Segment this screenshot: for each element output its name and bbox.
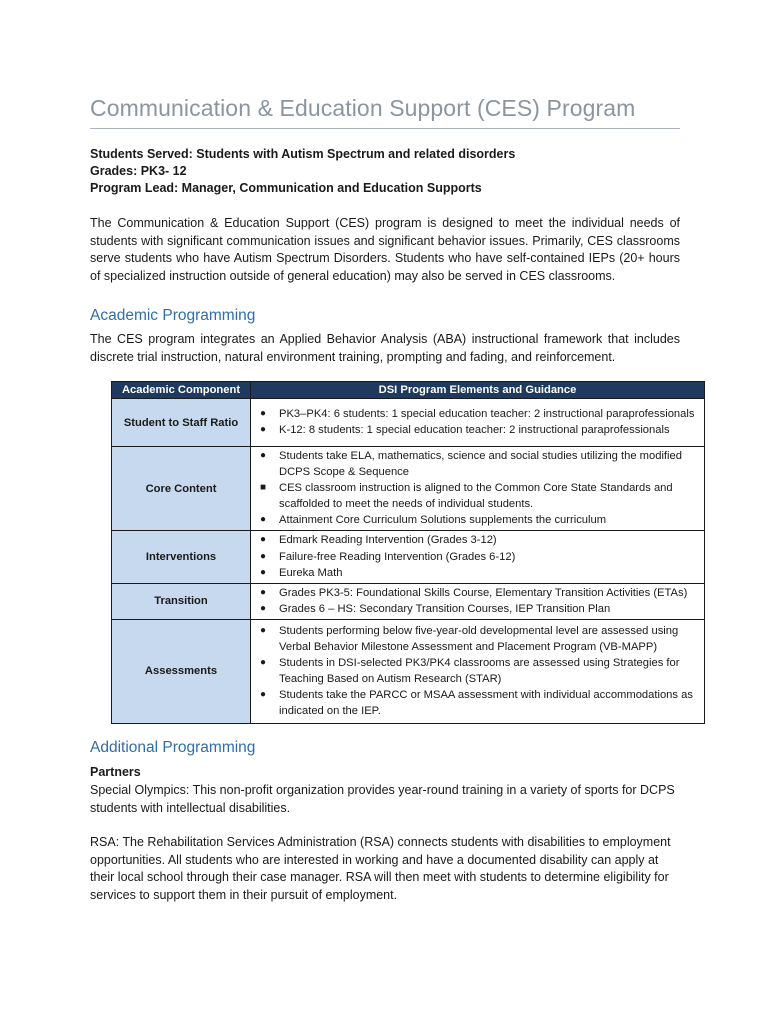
bullet-icon: ● <box>259 689 267 701</box>
list-item: ● Attainment Core Curriculum Solutions supplements the curriculum <box>257 512 700 528</box>
aba-paragraph: The CES program integrates an Applied Behavior Analysis (ABA) instructional framework that includes discrete trial instruction, natural environment training, prompting and fading, and reinforcement. <box>90 332 680 364</box>
bullet-icon: ● <box>259 514 267 526</box>
program-elements-table <box>111 381 705 724</box>
table-row <box>112 399 705 447</box>
list-item: ● PK3–PK4: 6 students: 1 special education teacher: 2 instructional paraprofessionals <box>257 406 700 422</box>
partners-label: Partners <box>90 765 141 779</box>
component-cell: Transition <box>112 583 251 619</box>
bullet-icon: ● <box>259 586 267 598</box>
grades: Grades: PK3- 12 <box>90 164 187 178</box>
list-item: ● Students take the PARCC or MSAA assessment with individual accommodations as indicated on the IEP. <box>257 687 700 719</box>
bullet-icon: ● <box>259 656 267 668</box>
rsa-paragraph: RSA: The Rehabilitation Services Administration (RSA) connects students with disabilities to employment opportunities. All students who are interested in working and have a documented disability can apply at their local school through their case manager. RSA will then meet with students to determine eligibility for services to support them in their pursuit of employment. <box>90 835 671 902</box>
page-title: Communication & Education Support (CES) Program <box>90 94 680 129</box>
intro-paragraph: The Communication & Education Support (CES) program is designed to meet the individual needs of students with significant communication issues and significant behavior issues. Primarily, CES classrooms serve students who have Autism Spectrum Disorders. Students who have self-contained IEPs (20+ hours of specialized instruction outside of general education) may also be served in CES classrooms. <box>90 216 680 283</box>
list-item: ■ CES classroom instruction is aligned to the Common Core State Standards and scaffolded to meet the needs of individual students. <box>257 480 700 512</box>
bullet-icon: ● <box>259 534 267 546</box>
bullet-icon: ● <box>259 550 267 562</box>
component-cell: Student to Staff Ratio <box>112 399 251 447</box>
list-item: ● Students in DSI-selected PK3/PK4 classrooms are assessed using Strategies for Teaching Based on Autism Research (STAR) <box>257 655 700 687</box>
list-item: ● Failure-free Reading Intervention (Grades 6-12) <box>257 549 700 565</box>
bullet-icon: ● <box>259 450 267 461</box>
header-dsi-elements: DSI Program Elements and Guidance <box>251 382 705 399</box>
list-item: ● Eureka Math <box>257 565 700 581</box>
square-bullet-icon: ■ <box>259 482 267 494</box>
list-item: ● K-12: 8 students: 1 special education teacher: 2 instructional paraprofessionals <box>257 422 700 438</box>
academic-programming-heading: Academic Programming <box>90 307 256 324</box>
program-meta <box>90 146 515 197</box>
special-olympics-paragraph: Special Olympics: This non-profit organization provides year-round training in a variety of sports for DCPS students with intellectual disabilities. <box>90 783 675 815</box>
guidance-cell <box>251 619 705 723</box>
bullet-icon: ● <box>259 407 267 419</box>
component-cell: Interventions <box>112 531 251 583</box>
table-row <box>112 531 705 583</box>
bullet-icon: ● <box>259 424 267 435</box>
list-item: ● Students performing below five-year-old developmental level are assessed using Verbal Behavior Milestone Assessment and Placement Program (VB-MAPP) <box>257 623 700 655</box>
list-item: ● Students take ELA, mathematics, science and social studies utilizing the modified DCPS Scope & Sequence <box>257 448 700 480</box>
list-item: ● Grades 6 – HS: Secondary Transition Courses, IEP Transition Plan <box>257 601 700 617</box>
guidance-cell <box>251 531 705 583</box>
bullet-icon: ● <box>259 602 267 614</box>
bullet-icon: ● <box>259 566 267 578</box>
component-cell: Assessments <box>112 619 251 723</box>
bullet-icon: ● <box>259 624 267 636</box>
table-row <box>112 619 705 723</box>
students-served: Students Served: Students with Autism Spectrum and related disorders <box>90 147 516 161</box>
table-header-row <box>112 382 705 399</box>
guidance-cell <box>251 583 705 619</box>
guidance-cell <box>251 447 705 531</box>
component-cell: Core Content <box>112 447 251 531</box>
table-row <box>112 447 705 531</box>
list-item: ● Grades PK3-5: Foundational Skills Course, Elementary Transition Activities (ETAs) <box>257 585 700 601</box>
additional-programming-heading: Additional Programming <box>90 739 256 756</box>
program-lead: Program Lead: Manager, Communication and Education Supports <box>90 181 482 195</box>
list-item: ● Edmark Reading Intervention (Grades 3-12) <box>257 532 700 548</box>
guidance-cell <box>251 399 705 447</box>
table-row <box>112 583 705 619</box>
header-academic-component: Academic Component <box>112 382 251 399</box>
